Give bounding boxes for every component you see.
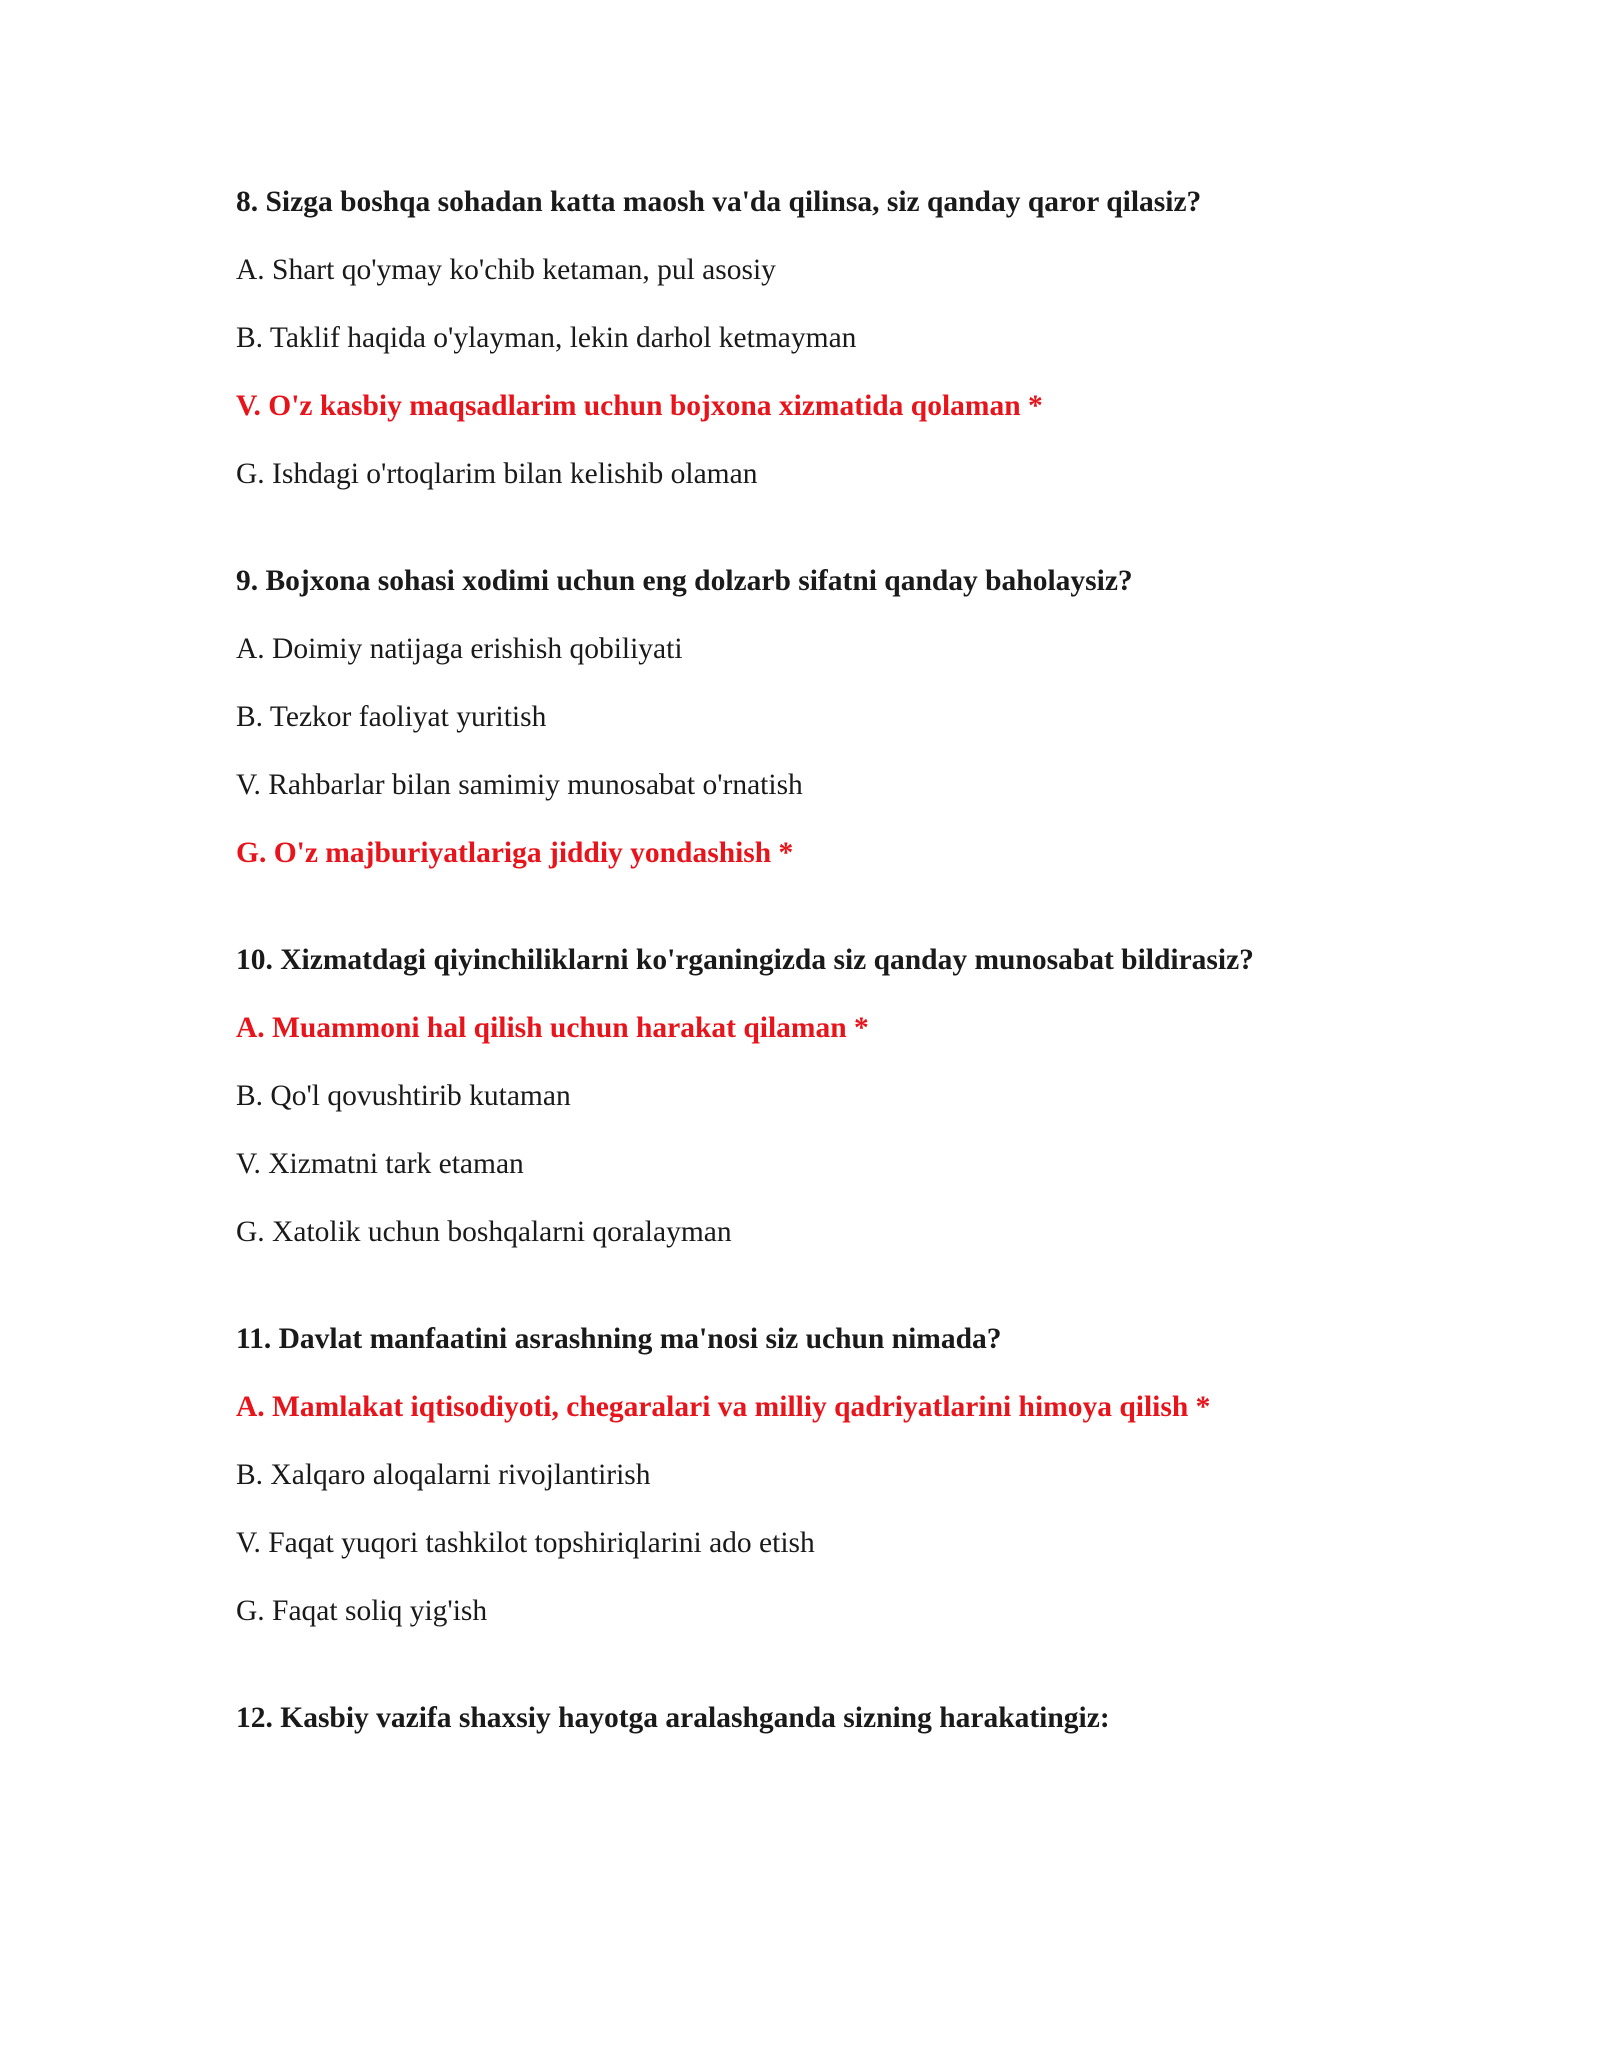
question-text: 8. Sizga boshqa sohadan katta maosh va'da qilinsa, siz qanday qaror qilasiz? [236, 186, 1202, 218]
question-text: 9. Bojxona sohasi xodimi uchun eng dolzarb sifatni qanday baholaysiz? [236, 565, 1133, 597]
question-block-11 [236, 1319, 1436, 1631]
answer-option-v: V. Rahbarlar bilan samimiy munosabat o'rnatish [236, 769, 803, 801]
answer-option-v: V. Faqat yuqori tashkilot topshiriqlarini ado etish [236, 1527, 815, 1559]
answer-option-g: G. Ishdagi o'rtoqlarim bilan kelishib olaman [236, 458, 758, 490]
question-block-9 [236, 561, 1436, 873]
question-text: 11. Davlat manfaatini asrashning ma'nosi siz uchun nimada? [236, 1323, 1002, 1355]
answer-option-a-correct: A. Mamlakat iqtisodiyoti, chegaralari va milliy qadriyatlarini himoya qilish * [236, 1391, 1211, 1423]
answer-option-g: G. Faqat soliq yig'ish [236, 1595, 488, 1627]
question-block-10 [236, 940, 1436, 1252]
answer-option-b: B. Qo'l qovushtirib kutaman [236, 1080, 571, 1112]
answer-option-v: V. Xizmatni tark etaman [236, 1148, 524, 1180]
answer-option-g: G. Xatolik uchun boshqalarni qoralayman [236, 1216, 732, 1248]
question-block-12 [236, 1698, 1436, 1738]
answer-option-a: A. Doimiy natijaga erishish qobiliyati [236, 633, 683, 665]
answer-option-g-correct: G. O'z majburiyatlariga jiddiy yondashish * [236, 837, 794, 869]
answer-option-b: B. Tezkor faoliyat yuritish [236, 701, 547, 733]
answer-option-v-correct: V. O'z kasbiy maqsadlarim uchun bojxona xizmatida qolaman * [236, 390, 1043, 422]
document-page [236, 182, 1436, 1805]
question-text: 10. Xizmatdagi qiyinchiliklarni ko'rganingizda siz qanday munosabat bildirasiz? [236, 944, 1254, 976]
answer-option-a: A. Shart qo'ymay ko'chib ketaman, pul asosiy [236, 254, 776, 286]
question-block-8 [236, 182, 1436, 494]
answer-option-a-correct: A. Muammoni hal qilish uchun harakat qilaman * [236, 1012, 869, 1044]
question-text: 12. Kasbiy vazifa shaxsiy hayotga aralashganda sizning harakatingiz: [236, 1702, 1110, 1734]
answer-option-b: B. Xalqaro aloqalarni rivojlantirish [236, 1459, 651, 1491]
answer-option-b: B. Taklif haqida o'ylayman, lekin darhol ketmayman [236, 322, 857, 354]
